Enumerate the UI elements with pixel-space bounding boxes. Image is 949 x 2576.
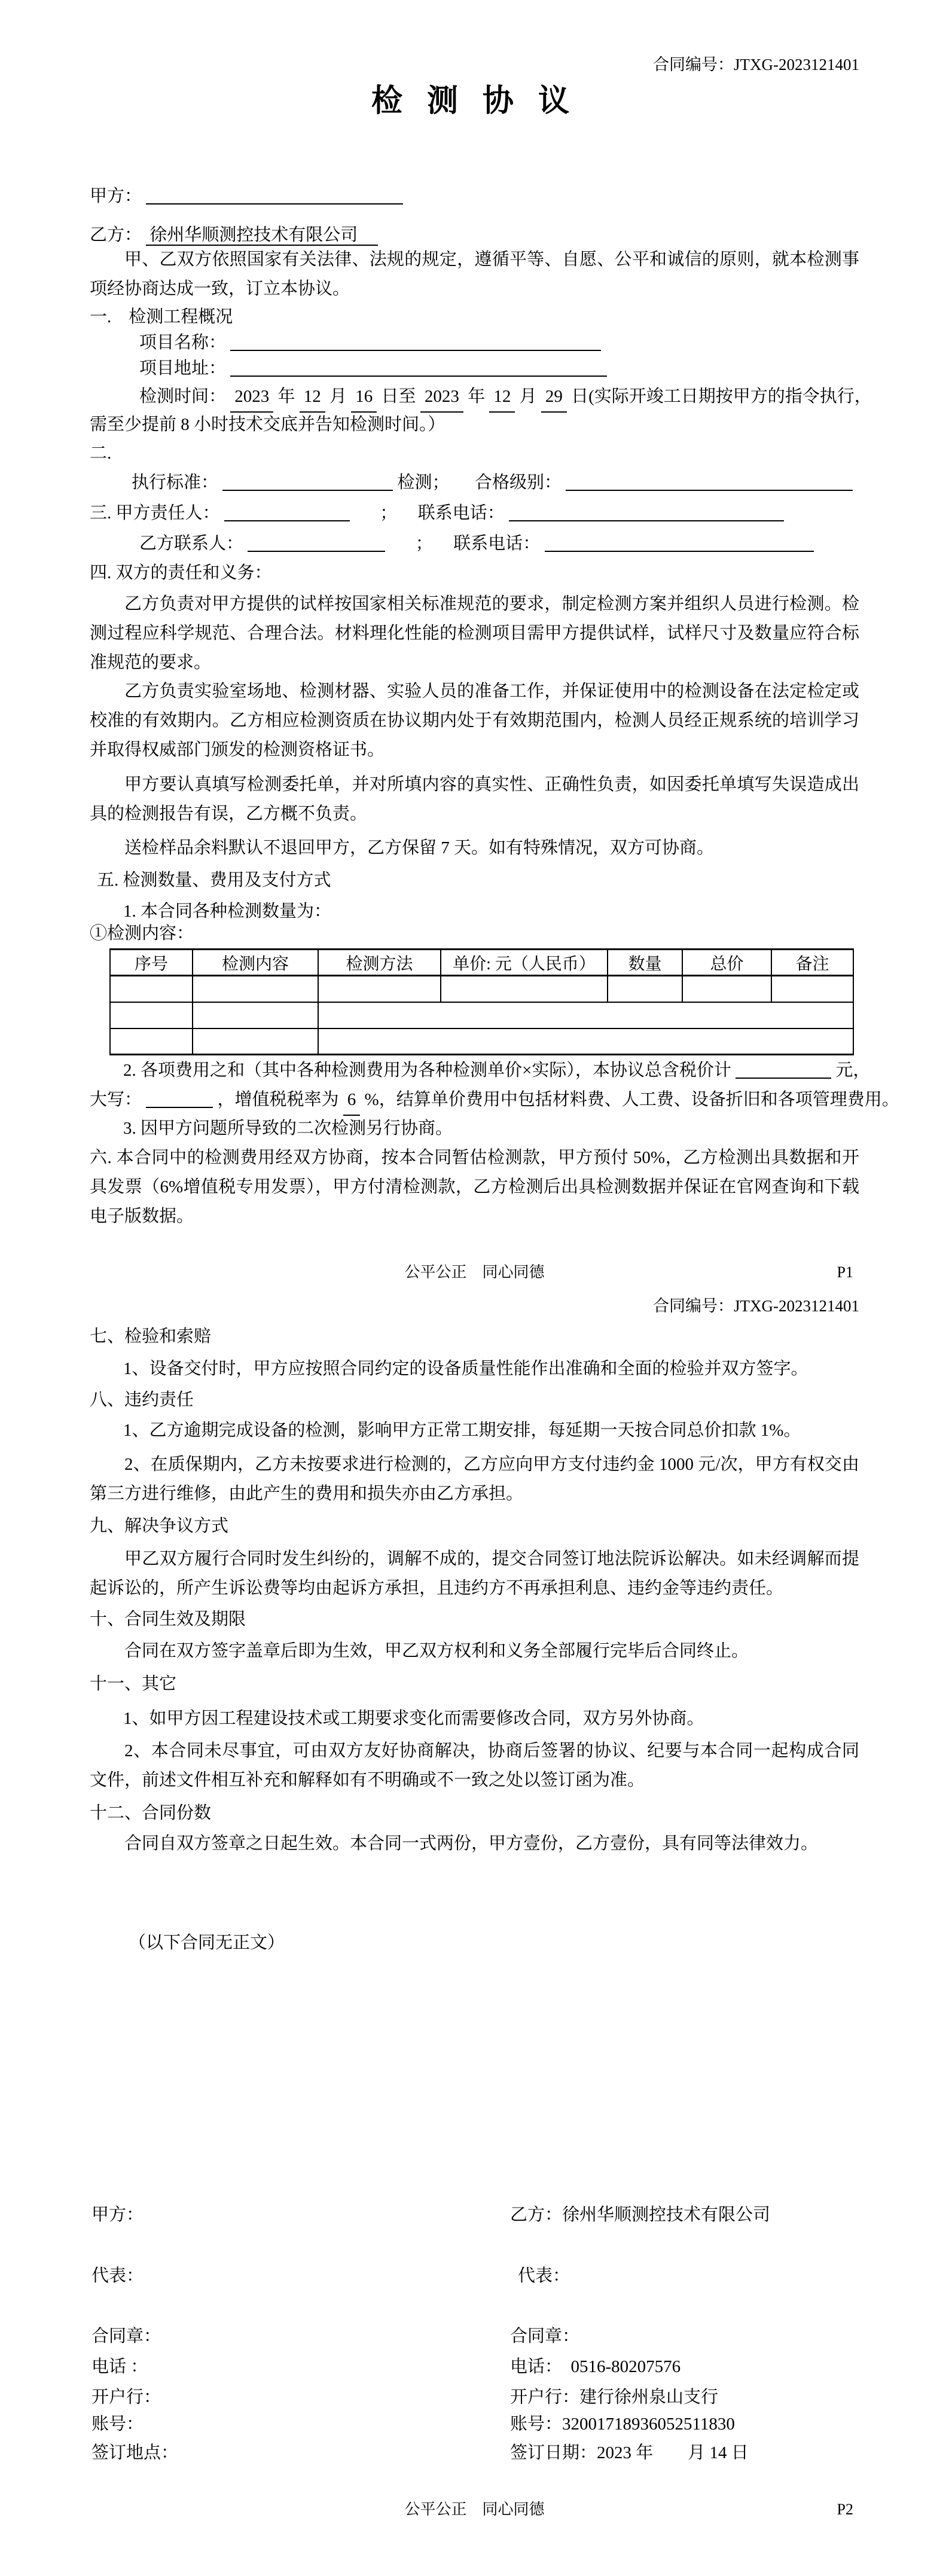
test-time-day2: 29 xyxy=(541,381,567,413)
test-content-label: ①检测内容： xyxy=(90,924,194,943)
sign-a-party: 甲方： xyxy=(91,2205,144,2224)
section-5-heading: 五. 检测数量、费用及支付方式 xyxy=(97,871,331,890)
grade-label: 合格级别： xyxy=(475,473,562,492)
table-row xyxy=(110,976,853,1002)
para-sample: 送检样品余料默认不退回甲方，乙方保留 7 天。如有特殊情况，双方可协商。 xyxy=(124,838,715,857)
th-index: 序号 xyxy=(110,950,193,976)
unit-month2: 月 xyxy=(519,387,537,406)
section-11-item-1: 1、如甲方因工程建设技术或工期要求变化而需要修改合同，双方另外协商。 xyxy=(123,1709,704,1728)
section-7-heading: 七、检验和索赔 xyxy=(90,1327,212,1346)
test-time-month2: 12 xyxy=(489,381,515,413)
fee-tail-text: %，结算单价费用中包括材料费、人工费、设备折旧和各项管理费用。 xyxy=(364,1090,899,1109)
unit-year2: 年 xyxy=(468,387,486,406)
table-cell-empty xyxy=(110,976,193,1002)
footer-motto-p1: 公平公正 同心同德 xyxy=(404,1263,545,1281)
fee-tax-text: ，增值税税率为 xyxy=(217,1090,339,1109)
standard-line xyxy=(132,468,853,498)
section-5-item-3: 3. 因甲方问题所导致的二次检测另行协商。 xyxy=(123,1119,453,1138)
para-b-duty-1: 乙方负责对甲方提供的试样按国家相关标准规范的要求，制定检测方案并组织人员进行检测。检测过程应科学规范、合理合法。材料理化性能的检测项目需甲方提供试样，试样尺寸及数量应符合标准规范的要求。 xyxy=(90,594,859,672)
table-cell-empty xyxy=(608,976,682,1002)
th-method: 检测方法 xyxy=(318,950,441,976)
th-content: 检测内容 xyxy=(193,950,318,976)
sign-a-rep: 代表： xyxy=(91,2266,144,2285)
test-time-day1: 16 xyxy=(351,381,377,413)
contract-number-p2: 合同编号：JTXG-2023121401 xyxy=(653,1297,859,1315)
semicolon: ； xyxy=(380,503,398,523)
party-b-contact-blank xyxy=(248,533,385,552)
unit-month1: 月 xyxy=(329,387,347,406)
table-cell-empty xyxy=(682,976,771,1002)
project-name-blank xyxy=(230,332,601,351)
section-9-paragraph: 甲乙双方履行合同时发生纠纷的，调解不成的，提交合同签订地法院诉讼解决。如未经调解而提起诉讼的，所产生诉讼费等均由起诉方承担，且违约方不再承担利息、违约金等违约责任。 xyxy=(90,1549,859,1598)
grade-blank xyxy=(566,472,853,491)
section-11-item-2: 2、本合同未尽事宜，可由双方友好协商解决，协商后签署的协议、纪要与本合同一起构成合同文件，前述文件相互补充和解释如有不明确或不一致之处以签订函为准。 xyxy=(90,1741,859,1790)
no-more-text-note: （以下合同无正文） xyxy=(129,1933,285,1952)
section-8-heading: 八、违约责任 xyxy=(90,1390,194,1409)
party-a-line xyxy=(90,181,403,211)
phone-b-label: 联系电话： xyxy=(453,534,541,553)
table-cell-empty xyxy=(771,976,853,1002)
section-10-paragraph: 合同在双方签字盖章后即为生效，甲乙双方权利和义务全部履行完毕后合同终止。 xyxy=(124,1641,749,1661)
section-6-paragraph: 六. 本合同中的检测费用经双方协商，按本合同暂估检测款，甲方预付 50%，乙方检测出具数据和开具发票（6%增值税专用发票），甲方付清检测款，乙方检测后出具检测数据并保证在官网查询和下载电子版数据。 xyxy=(90,1148,859,1226)
semicolon-2: ； xyxy=(415,534,433,553)
intro-paragraph: 甲、乙双方依照国家有关法律、法规的规定，遵循平等、自愿、公平和诚信的原则，就本检测事项经协商达成一致，订立本协议。 xyxy=(90,250,859,298)
test-time-label: 检测时间： xyxy=(139,387,227,406)
contract-number-p1: 合同编号：JTXG-2023121401 xyxy=(653,56,859,74)
fee-sum-line-1 xyxy=(123,1055,870,1085)
footer-motto-p2: 公平公正 同心同德 xyxy=(404,2501,545,2518)
fee-sum-text: 2. 各项费用之和（其中各种检测费用为各种检测单价×实际），本协议总含税价计 xyxy=(123,1061,731,1080)
project-addr-label: 项目地址： xyxy=(139,359,227,378)
table-cell-empty xyxy=(441,976,608,1002)
standard-label: 执行标准： xyxy=(132,473,219,492)
phone-a-blank xyxy=(509,502,784,521)
table-cell-merged xyxy=(318,1028,853,1055)
sign-a-account: 账号： xyxy=(91,2415,144,2434)
party-a-blank xyxy=(146,185,403,205)
party-b-contact-line xyxy=(139,529,814,558)
page-number-p2: P2 xyxy=(837,2501,853,2518)
para-b-duty-2: 乙方负责实验室场地、检测材器、实验人员的准备工作，并保证使用中的检测设备在法定检定或校准的有效期内。乙方相应检测资质在协议期内处于有效期范围内，检测人员经正规系统的培训学习并取得权威部门颁发的检测资格证书。 xyxy=(90,682,859,759)
table-row xyxy=(110,1002,853,1028)
fee-capital-blank xyxy=(146,1089,213,1108)
party-a-responsible-line xyxy=(90,498,784,528)
sign-b-tel: 电话： 0516-80207576 xyxy=(510,2357,681,2376)
section-4-heading: 四. 双方的责任和义务： xyxy=(90,563,272,582)
project-addr-blank xyxy=(230,358,607,377)
sign-b-seal: 合同章： xyxy=(510,2327,580,2346)
sign-a-bank: 开户行： xyxy=(91,2388,161,2407)
page-number-p1: P1 xyxy=(837,1263,853,1281)
party-b-contact-label: 乙方联系人： xyxy=(139,534,244,553)
section-12-paragraph: 合同自双方签章之日起生效。本合同一式两份，甲方壹份，乙方壹份，具有同等法律效力。 xyxy=(124,1834,819,1853)
fee-yuan-text: 元， xyxy=(835,1061,871,1080)
section-8-item-2: 2、在质保期内，乙方未按要求进行检测的，乙方应向甲方支付违约金 1000 元/次，甲方有权交由第三方进行维修，由此产生的费用和损失亦由乙方承担。 xyxy=(90,1455,859,1503)
test-time-year2: 2023 xyxy=(420,381,463,413)
party-a-label: 甲方： xyxy=(90,187,142,206)
fee-capital-label: 大写： xyxy=(90,1090,142,1109)
th-quantity: 数量 xyxy=(608,950,682,976)
project-name-label: 项目名称： xyxy=(139,333,227,352)
party-b-name: 徐州华顺测控技术有限公司 xyxy=(146,225,378,246)
table-cell-empty xyxy=(110,1028,193,1055)
table-row xyxy=(110,1028,853,1055)
sign-b-date: 签订日期：2023 年 月 14 日 xyxy=(510,2443,749,2462)
table-cell-empty xyxy=(318,976,441,1002)
table-header-row xyxy=(110,950,853,976)
test-time-line xyxy=(139,381,872,413)
phone-a-label: 联系电话： xyxy=(417,503,505,523)
test-content-table xyxy=(109,948,854,1055)
section-10-heading: 十、合同生效及期限 xyxy=(90,1610,246,1629)
sign-a-tel: 电话 ： xyxy=(91,2357,148,2376)
table-cell-empty xyxy=(110,1002,193,1028)
unit-year1: 年 xyxy=(277,387,295,406)
standard-suffix: 检测； xyxy=(397,473,450,492)
table-cell-empty xyxy=(193,1028,318,1055)
time-to-text: 日至 xyxy=(381,387,416,406)
standard-blank xyxy=(222,472,393,491)
party-b-label: 乙方： xyxy=(90,225,142,245)
section-5-item-1: 1. 本合同各种检测数量为： xyxy=(123,902,332,921)
party-a-responsible-label: 三. 甲方责任人： xyxy=(90,503,220,523)
section-1-heading: 一. 检测工程概况 xyxy=(90,307,233,326)
section-9-heading: 九、解决争议方式 xyxy=(90,1516,229,1536)
th-unit-price: 单价: 元（人民币） xyxy=(441,950,608,976)
sign-a-place: 签订地点： xyxy=(91,2443,179,2462)
table-cell-empty xyxy=(193,976,318,1002)
fee-total-blank xyxy=(736,1060,831,1079)
table-cell-empty xyxy=(193,1002,318,1028)
project-addr-line xyxy=(139,353,607,383)
test-time-year1: 2023 xyxy=(230,381,273,413)
time-tail-text: 日(实际开竣工日期按甲方的指令执行， xyxy=(571,387,872,406)
test-time-month1: 12 xyxy=(300,381,325,413)
document-title: 检 测 协 议 xyxy=(371,84,578,118)
test-time-line-2: 需至少提前 8 小时技术交底并告知检测时间。） xyxy=(90,415,445,434)
section-8-item-1: 1、乙方逾期完成设备的检测，影响甲方正常工期安排，每延期一天按合同总价扣款 1%。 xyxy=(123,1421,801,1440)
sign-b-account: 账号：32001718936052511830 xyxy=(510,2415,735,2434)
table-cell-merged xyxy=(318,1002,853,1028)
phone-b-blank xyxy=(545,533,814,552)
sign-b-party: 乙方：徐州华顺测控技术有限公司 xyxy=(510,2205,771,2224)
section-12-heading: 十二、合同份数 xyxy=(90,1803,212,1823)
sign-a-seal: 合同章： xyxy=(91,2327,161,2346)
section-2-heading: 二. xyxy=(90,444,112,463)
section-7-item-1: 1、设备交付时，甲方应按照合同约定的设备质量性能作出准确和全面的检验并双方签字。 xyxy=(123,1359,808,1378)
sign-b-rep: 代表： xyxy=(518,2266,570,2285)
section-11-heading: 十一、其它 xyxy=(90,1674,177,1693)
fee-sum-line-2 xyxy=(90,1085,899,1116)
sign-b-bank: 开户行：建行徐州泉山支行 xyxy=(510,2388,719,2407)
tax-rate-value: 6 xyxy=(343,1085,361,1116)
th-remark: 备注 xyxy=(771,950,853,976)
th-total-price: 总价 xyxy=(682,950,771,976)
party-a-responsible-blank xyxy=(224,502,350,521)
para-a-duty: 甲方要认真填写检测委托单，并对所填内容的真实性、正确性负责，如因委托单填写失误造成出具的检测报告有误，乙方概不负责。 xyxy=(90,775,859,823)
